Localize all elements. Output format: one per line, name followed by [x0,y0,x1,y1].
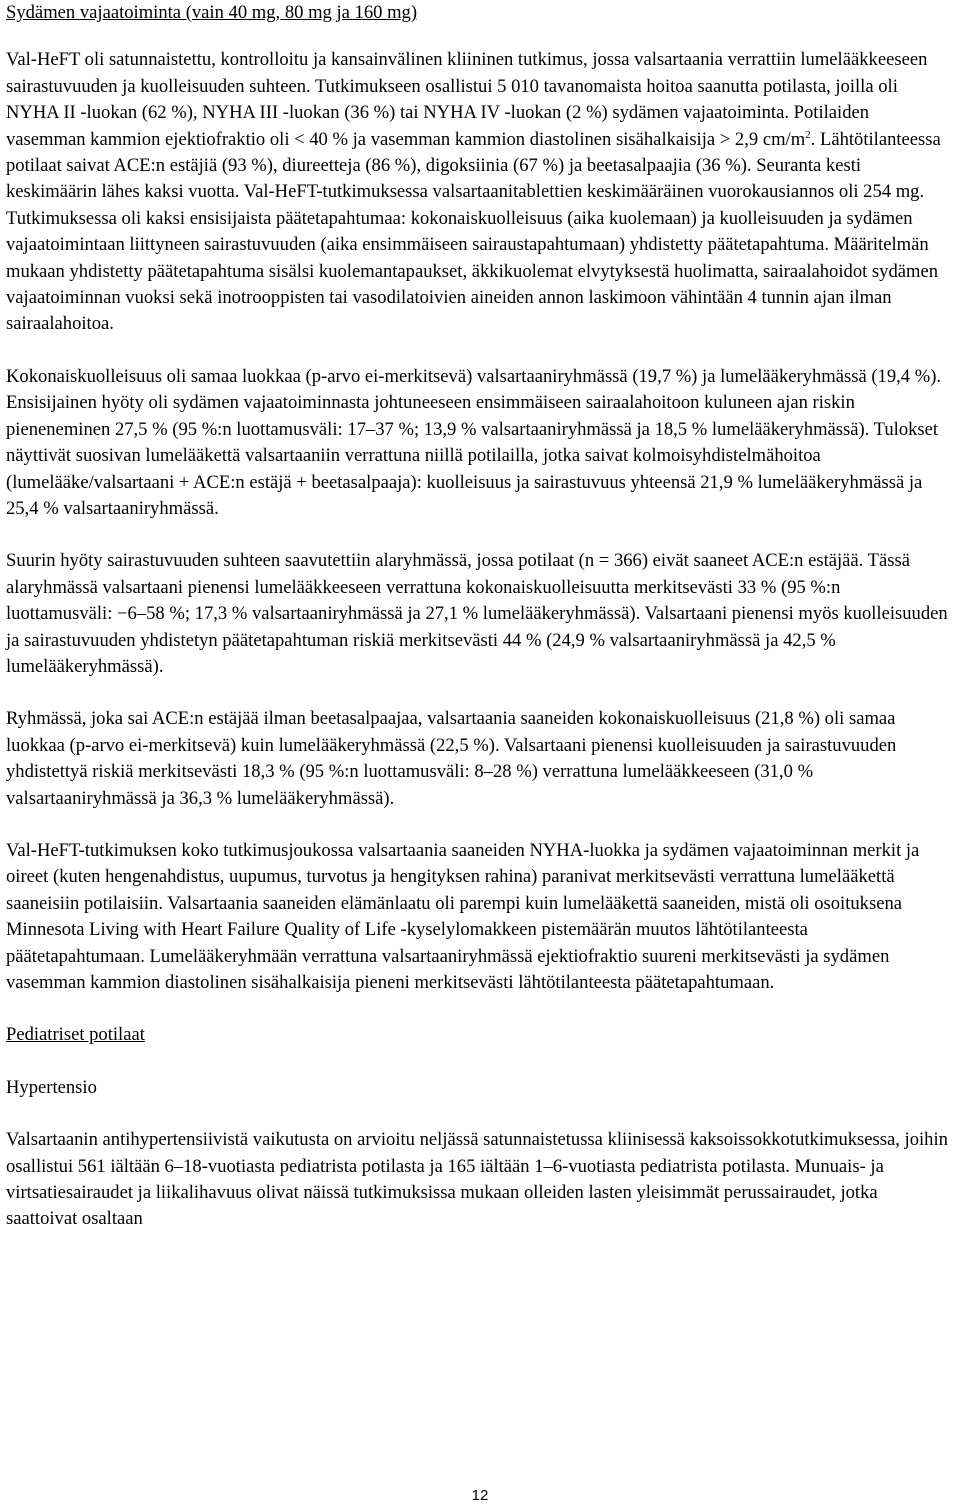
paragraph-val-heft-intro-text: Val-HeFT oli satunnaistettu, kontrolloitu ja kansainvälinen kliininen tutkimus, jossa valsartaania verrattiin lumelääkkeeseen sairastuvuuden ja kuolleisuuden suhteen. Tutkimukseen osallistui 5 010 tavanomaista hoitoa saanutta potilasta, joilla oli NYHA II -luokan (62 %), NYHA III -luokan (36 %) tai NYHA IV -luokan (2 %) sydämen vajaatoiminta. Potilaiden vasemman kammion ejektiofraktio oli < 40 % ja vasemman kammion diastolinen sisähalkaisija > 2,9 cm/m [6,49,928,150]
paragraph-subgroup-no-ace: Suurin hyöty sairastuvuuden suhteen saavutettiin alaryhmässä, jossa potilaat (n = 366) eivät saaneet ACE:n estäjää. Tässä alaryhmässä valsartaani pienensi lumelääkkeeseen verrattuna kokonaiskuolleisuutta merkitsevästi 33 % (95 %:n luottamusväli: −6–58 %; 17,3 % valsartaaniryhmässä ja 27,1 % lumelääkeryhmässä). Valsartaani pienensi myös kuolleisuuden ja sairastuvuuden yhdistetyn päätetapahtuman riskiä merkitsevästi 44 % (24,9 % valsartaaniryhmässä ja 42,5 % lumelääkeryhmässä). [6,550,948,677]
paragraph-val-heft-intro-rest: . Lähtötilanteessa potilaat saivat ACE:n estäjiä (93 %), diureetteja (86 %), digoksiinia (67 %) ja beetasalpaajia (36 %). Seuranta kesti keskimäärin lähes kaksi vuotta. Val-HeFT-tutkimuksessa valsartaanitablettien keskimääräinen vuorokausiannos oli 254 mg. Tutkimuksessa oli kaksi ensisijaista päätetapahtumaa: kokonaiskuolleisuus (aika kuolemaan) ja kuolleisuuden ja sydämen vajaatoimintaan liittyneen sairastuvuuden (aika ensimmäiseen sairaustapahtumaan) yhdistetty päätetapahtuma. Määritelmän mukaan yhdistetty päätetapahtuma sisälsi kuolemantapaukset, äkkikuolemat elvytyksestä huolimatta, sairaalahoidot sydämen vajaatoiminnan vuoksi sekä inotrooppisten tai vasodilatoivien aineiden annon laskimoon vähintään 4 tunnin ajan ilman sairaalahoitoa. [6,128,941,335]
page-number: 12 [471,1487,489,1504]
section-heading-pediatric [6,1022,950,1048]
document-page [6,0,950,1233]
pediatric-heading-text: Pediatriset potilaat [6,1024,145,1046]
paragraph-val-heft-intro [6,47,950,337]
subsection-heading-hypertension: Hypertensio [6,1076,97,1098]
paragraph-pediatric-hypertension: Valsartaanin antihypertensiivistä vaikutusta on arvioitu neljässä satunnaistetussa kliinisessä kaksoissokkotutkimuksessa, joihin osallistui 561 iältään 6–18-vuotiasta pediatrista potilasta ja 165 iältään 1–6-vuotiasta pediatrista potilasta. Munuais- ja virtsatiesairaudet ja liikalihavuus olivat näissä tutkimuksissa mukaan olleiden lasten yleisimmät perussairaudet, jotka saattoivat osaltaan [6,1129,948,1230]
section-heading-heart-failure: Sydämen vajaatoiminta (vain 40 mg, 80 mg ja 160 mg) [6,2,418,23]
paragraph-mortality: Kokonaiskuolleisuus oli samaa luokkaa (p-arvo ei-merkitsevä) valsartaaniryhmässä (19,7 %) ja lumelääkeryhmässä (19,4 %). Ensisijainen hyöty oli sydämen vajaatoiminnasta johtuneeseen ensimmäiseen sairaalahoitoon kuluneen ajan riskin pieneneminen 27,5 % (95 %:n luottamusväli: 17–37 %; 13,9 % valsartaaniryhmässä ja 18,5 % lumelääkeryhmässä). Tulokset näyttivät suosivan lumelääkettä valsartaaniin verrattuna niillä potilailla, jotka saivat kolmoisyhdistelmähoitoa (lumelääke/valsartaani + ACE:n estäjä + beetasalpaaja): kuolleisuus ja sairastuvuus yhteensä 21,9 % lumelääkeryhmässä ja 25,4 % valsartaaniryhmässä. [6,365,942,519]
paragraph-nyha-quality-of-life: Val-HeFT-tutkimuksen koko tutkimusjoukossa valsartaania saaneiden NYHA-luokka ja sydämen vajaatoiminnan merkit ja oireet (kuten hengenahdistus, uupumus, turvotus ja hengityksen rahina) paranivat merkitsevästi verrattuna lumelääkettä saaneisiin potilaisiin. Valsartaania saaneiden elämänlaatu oli parempi kuin lumelääkettä saaneiden, mistä oli osoituksena Minnesota Living with Heart Failure Quality of Life -kyselylomakkeen pistemäärän muutos lähtötilanteesta päätetapahtumaan. Lumelääkeryhmään verrattuna valsartaaniryhmässä ejektiofraktio suureni merkitsevästi ja sydämen vasemman kammion diastolinen sisähalkaisija pieneni merkitsevästi lähtötilanteesta päätetapahtumaan. [6,839,920,993]
paragraph-subgroup-ace-no-beta: Ryhmässä, joka sai ACE:n estäjää ilman beetasalpaajaa, valsartaania saaneiden kokonaiskuolleisuus (21,8 %) oli samaa luokkaa (p-arvo ei-merkitsevä) kuin lumelääkeryhmässä (22,5 %). Valsartaani pienensi kuolleisuuden ja sairastuvuuden yhdistettyä riskiä merkitsevästi 18,3 % (95 %:n luottamusväli: 8–28 %) verrattuna lumelääkkeeseen (31,0 % valsartaaniryhmässä ja 36,3 % lumelääkeryhmässä). [6,708,897,809]
superscript-2: 2 [805,128,811,141]
